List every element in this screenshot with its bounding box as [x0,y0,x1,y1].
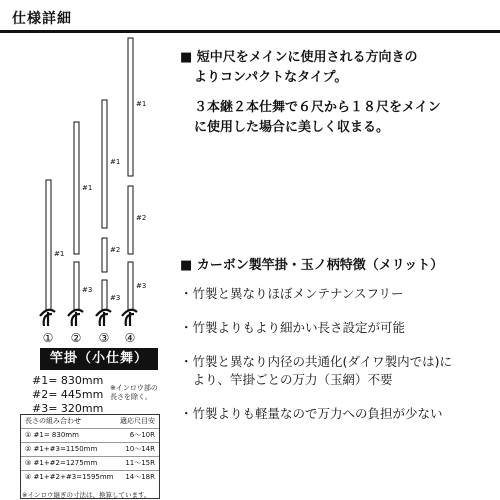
rod-1-number: ① [42,331,54,345]
rod-1-label-a: #1 [54,250,65,258]
rod-4-label-a: #1 [136,100,147,108]
rod-2-number: ② [70,331,82,345]
table-row [21,443,159,457]
table-row [21,457,159,471]
rod-4-segment-mid [128,186,133,254]
table-cell-range: 10〜14R [125,445,155,453]
feature2-bullet-3: ・竹製と異なり内径の共通化(ダイワ製内では)に [180,354,453,369]
table-cell-range: 11〜15R [125,459,155,467]
table-cell-combo: ④ #1+#2+#3=1595mm [25,473,114,481]
length-table [20,414,160,499]
rod-4-hook-icon [122,310,137,326]
table-cell-range: 14〜18R [125,473,155,481]
rod-3-label-a: #1 [110,158,121,166]
rod-3-label-b: #2 [110,246,121,254]
rod-4-segment-bottom [128,262,133,310]
feature1-body-line2: に使用した場合に美しく収まる。 [194,120,390,135]
rod-3-segment-bottom [102,280,107,310]
rod-4-label-c: #3 [136,282,147,290]
table-cell-range: 6〜10R [129,431,155,439]
page-title: 仕様詳細 [12,11,72,27]
rod-3-label-c: #3 [110,294,121,302]
rod-2-label-b: #3 [82,286,93,294]
length-2: #2= 445mm [32,388,104,401]
rod-1-segment [46,180,51,310]
table-header-row [21,415,159,429]
feature2-bullet-2: ・竹製よりもより細かい長さ設定が可能 [180,320,406,335]
table-header-range: 適応尺目安 [120,417,155,425]
table-cell-combo: ① #1= 830mm [25,431,79,439]
feature1-heading-cont: よりコンパクトなタイプ。 [194,70,348,85]
rod-4-segment-top [128,38,133,176]
rod-2-hook-icon [68,310,83,326]
table-header-combo: 長さの組み合わせ [25,417,81,425]
length-3: #3= 320mm [32,402,104,415]
product-title: 竿掛（小仕舞） [40,348,158,370]
feature1-body-line1: ３本継２本仕舞で６尺から１８尺をメイン [194,100,441,115]
rod-diagram [0,0,170,350]
table-row [21,429,159,443]
rod-2-label-a: #1 [82,184,93,192]
rod-3-hook-icon [96,310,111,326]
rod-3-segment-top [102,100,107,228]
length-1: #1= 830mm [32,374,104,387]
table-row [21,471,159,484]
rod-3-number: ③ [98,331,110,345]
rod-2-segment-bottom [74,262,79,310]
feature2-bullet-3-cont: より、竿掛ごとの万力（玉網）不要 [180,372,393,387]
feature2-bullet-1: ・竹製と異なりほぼメンテナンスフリー [180,286,404,301]
rod-4-label-b: #2 [136,214,147,222]
rod-4-number: ④ [124,331,136,345]
feature2-bullet-4: ・竹製よりも軽量なので万力への負担が少ない [180,406,443,421]
rod-1-hook-icon [40,310,55,326]
length-note: ※インロウ部の長さを除く。 [110,384,158,401]
feature2-heading: ■ カーボン製竿掛・玉ノ柄特徴（メリット） [180,258,444,273]
rod-3-segment-mid [102,238,107,272]
table-cell-combo: ③ #1+#2=1275mm [25,459,98,467]
table-footnote: ※インロウ継ぎの寸法は、換算しています。 [22,491,151,499]
rod-2-segment-top [74,122,79,254]
table-cell-combo: ② #1+#3=1150mm [25,445,98,453]
feature1-heading: ■ 短中尺をメインに使用される方向きの [180,50,418,65]
